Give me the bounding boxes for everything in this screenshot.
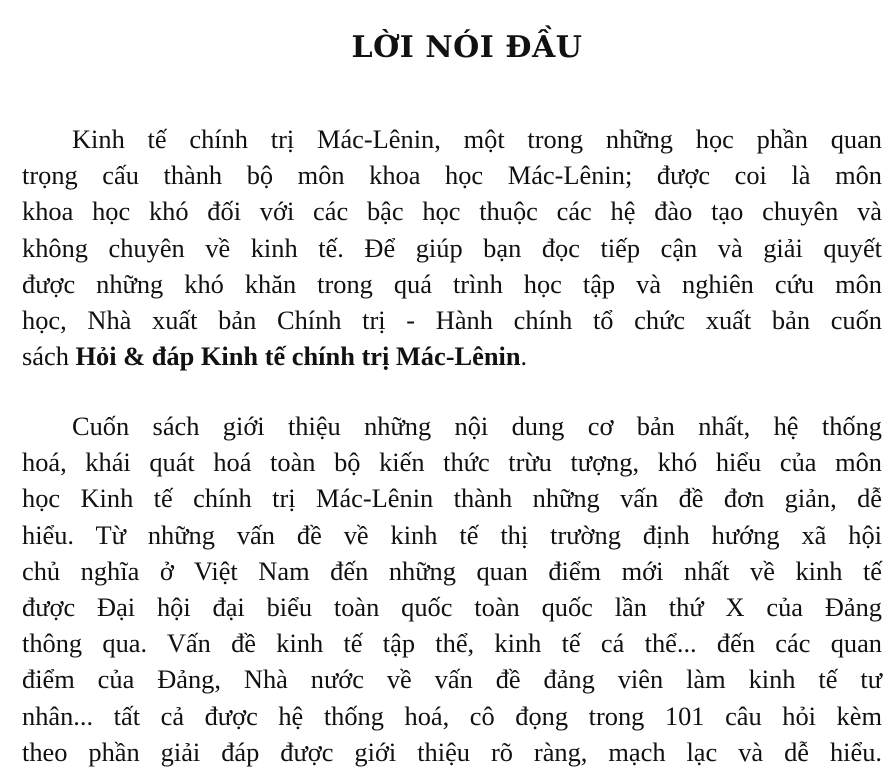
paragraph-2-line: hiểu. Từ những vấn đề về kinh tế thị trường định hướng xã hội [22, 519, 882, 550]
book-title: Hỏi & đáp Kinh tế chính trị Mác-Lênin [75, 341, 521, 372]
paragraph-2-line: theo phần giải đáp được giới thiệu rõ ràng, mạch lạc và dễ hiểu. [22, 736, 882, 767]
paragraph-1-line: trọng cấu thành bộ môn khoa học Mác-Lênin; được coi là môn [22, 160, 882, 191]
paragraph-2-line: điểm của Đảng, Nhà nước về vấn đề đảng viên làm kinh tế tư [22, 664, 882, 695]
paragraph-1-last-line [22, 338, 882, 374]
paragraph-1-line: khoa học khó đối với các bậc học thuộc các hệ đào tạo chuyên và [22, 196, 882, 227]
paragraph-1-line: Kinh tế chính trị Mác-Lênin, một trong những học phần quan [72, 124, 882, 154]
paragraph-2-line: học Kinh tế chính trị Mác-Lênin thành những vấn đề đơn giản, dễ [22, 483, 882, 514]
paragraph-1-line: được những khó khăn trong quá trình học tập và nghiên cứu môn [22, 268, 882, 299]
paragraph-2-line: Cuốn sách giới thiệu những nội dung cơ bản nhất, hệ thống [72, 411, 882, 441]
paragraph-1-line: học, Nhà xuất bản Chính trị - Hành chính tổ chức xuất bản cuốn [22, 305, 882, 336]
paragraph-2-line: được Đại hội đại biểu toàn quốc toàn quốc lần thứ X của Đảng [22, 592, 882, 623]
paragraph-2-line: chủ nghĩa ở Việt Nam đến những quan điểm mới nhất về kinh tế [22, 555, 882, 586]
page-title: LỜI NÓI ĐẦU [351, 30, 583, 65]
last-line-prefix: sách [22, 341, 76, 372]
paragraph-2 [22, 408, 882, 770]
paragraph-2-line: hoá, khái quát hoá toàn bộ kiến thức trừu tượng, khó hiểu của môn [22, 447, 882, 478]
last-line-suffix: . [520, 341, 528, 372]
document-page [22, 0, 882, 767]
paragraph-1-line: không chuyên về kinh tế. Để giúp bạn đọc tiếp cận và giải quyết [22, 232, 882, 263]
paragraph-2-line: nhân... tất cả được hệ thống hoá, cô đọng trong 101 câu hỏi kèm [22, 700, 882, 731]
paragraph-1 [22, 121, 882, 374]
paragraph-2-line: thông qua. Vấn đề kinh tế tập thể, kinh tế cá thể... đến các quan [22, 628, 882, 659]
